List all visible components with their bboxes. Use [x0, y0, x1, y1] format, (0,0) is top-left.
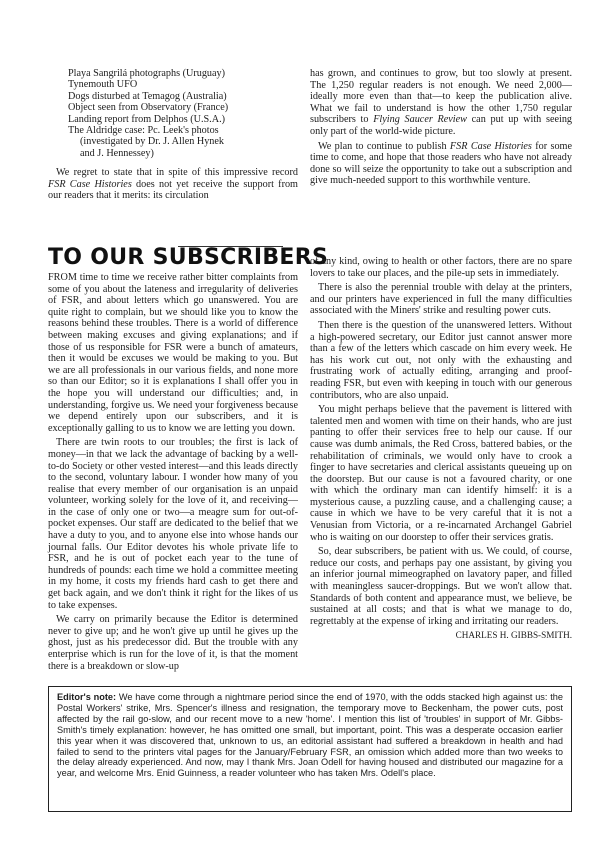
paragraph: We carry on primarily because the Editor is determined never to give up; and he won't give up until he gives up the ghost, just as his predecessor did. But the trouble with any enterprise which is run for the love of it, is that the moment there is a breakdown or slow-up [48, 614, 298, 672]
list-item: Dogs disturbed at Temagog (Australia) [68, 90, 227, 102]
list-item: and J. Hennessey) [80, 147, 154, 159]
paragraph: has grown, and continues to grow, but too slowly at present. The 1,250 regular readers is not enough. We need 2,000—ideally more even than that—to keep the publication alive. What we fail to understand is how the other 1,750 regular subscribers to Flying Saucer Review can put up with seeing only part of the world-wide picture. [310, 68, 573, 137]
paragraph: So, dear subscribers, be patient with us. We could, of course, reduce our costs, and perhaps pay one assistant, by giving you an inferior journal mimeographed on lavatory paper, and filled with meaningless saucer-droppings. But we won't allow that. Standards of both content and appearance must, we believe, be sustained at all costs; and that is what we manage to do, regrettably at the expense of irking and irritating our readers. [310, 546, 572, 627]
paragraph: There is also the perennial trouble with delay at the printers, and our printers have experienced in full the many difficulties associated with the Miners' strike and resulting power cuts. [310, 282, 572, 317]
editors-note-label: Editor's note: [57, 692, 117, 702]
list-item: Landing report from Delphos (U.S.A.) [68, 113, 226, 125]
top-left-column [48, 68, 298, 205]
top-right-column [310, 68, 572, 190]
list-item: Playa Sangrilá photographs (Uruguay) [68, 68, 226, 79]
editors-note-box [48, 686, 572, 812]
signature: CHARLES H. GIBBS-SMITH. [455, 630, 572, 641]
paragraph: We plan to continue to publish FSR Case Histories for some time to come, and hope that those readers who have not already done so will seize the opportunity to take out a subscription and give much-needed support to this worthwhile venture. [310, 140, 572, 187]
paragraph: You might perhaps believe that the pavement is littered with talented men and women with time on their hands, who are just panting to offer their services free to help our cause. If our cause was dumb animals, the Red Cross, battered babies, or the rehabilitation of criminals, we would only have to crook a finger to have secretaries and clerical assistants queueing up on the doorstep. But our cause is not a favoured charity, or one with which the ordinary man can identify himself: it is a mysterious cause, a puzzling cause, and a challenging cause; a cause in which we have to be very careful that it is not a Venusian from Victoria, or a re-incarnated Archangel Gabriel who is waiting on our doorstep to offer their services gratis. [310, 404, 572, 543]
paragraph: Then there is the question of the unanswered letters. Without a high-powered secretary, our Editor just cannot answer more than a few of the letters which cascade on him every week. He has his work cut out, not only with the exhausting and frustrating work of actually editing, arranging and proof-reading FSR, but even with keeping in touch with our generous contributors, who are also unpaid. [310, 319, 572, 401]
case-list [68, 68, 298, 159]
list-item: Tynemouth UFO [68, 79, 138, 91]
paragraph: There are twin roots to our troubles; the first is lack of money—in that we lack the advantage of backing by a well-to-do Society or other vested interest—and this leads directly to the second, voluntary labour. I wonder how many of you realise that every member of our organisation is an unpaid volunteer, working solely for the love of it, and receiving—in the case of only one or two—a meagre sum for out-of-pocket expenses. Our staff are dedicated to the belief that we have a duty to you, and to anyone else into whose hands our journal falls. Our Editor devotes his whole private life to FSR, and he is out of pocket each year to the tune of hundreds of pounds: each time we hold a committee meeting in my home, it costs my friends hard cash to get there and get back again, and we don't think it right for the likes of us to take expenses. [48, 437, 298, 611]
intro-paragraph: We regret to state that in spite of this impressive record FSR Case Histories does not yet receive the support from our readers that it merits: its circulation [48, 167, 298, 202]
paragraph: FROM time to time we receive rather bitter complaints from some of you about the lateness and irregularity of deliveries of FSR, and about letters which go unanswered. You are quite right to complain, but we should like you to know the reasons behind these troubles. There is a world of difference between making excuses and giving explanations; and if those of us responsible for FSR were a bunch of amateurs, then it would be excuses we would be making to you. But we are all professionals in our various fields, and none more so than our Editor; so it is explanations I shall offer you in the hope you will understand our difficulties; and, in understanding, forgive us. We need your forgiveness because we depend entirely upon our subscribers, and it is exceptionally galling to us to know we are letting you down. [48, 272, 298, 434]
list-item: Object seen from Observatory (France) [68, 102, 229, 114]
article-right-column [310, 256, 572, 645]
editors-note: Editor's note: We have come through a nightmare period since the end of 1970, with the odds stacked high against us: the Postal Workers' strike, Mrs. Spencer's illness and resignation, the temporary move to Beckenham, the power cuts, post affected by the rail go-slow, and our recent move to a new 'home'. I mention this list of 'troubles' in support of Mr. Gibbs-Smith's timely explanation: however, he has omitted one small, but important, point. This was a desperate occasion earlier this year when it was discovered that, unknown to us, an editorial assistant had suffered a breakdown in health and had failed to send to the printers vital pages for the January/February FSR, an omission which added more than two weeks to the delay already experienced. And now, may I thank Mrs. Joan Odell for having housed and distributed our magazine for a year, and welcome Mrs. Enid Guinness, a reader volunteer who has taken Mrs. Odell's place. [57, 692, 564, 779]
list-item: The Aldridge case: Pc. Leek's photos [68, 125, 219, 137]
article-left-column [48, 272, 298, 675]
article-heading: TO OUR SUBSCRIBERS [48, 245, 329, 270]
list-item: (investigated by Dr. J. Allen Hynek [80, 136, 225, 148]
paragraph: of any kind, owing to health or other factors, there are no spare lovers to take our places, and the pile-up sets in immediately. [310, 256, 572, 279]
